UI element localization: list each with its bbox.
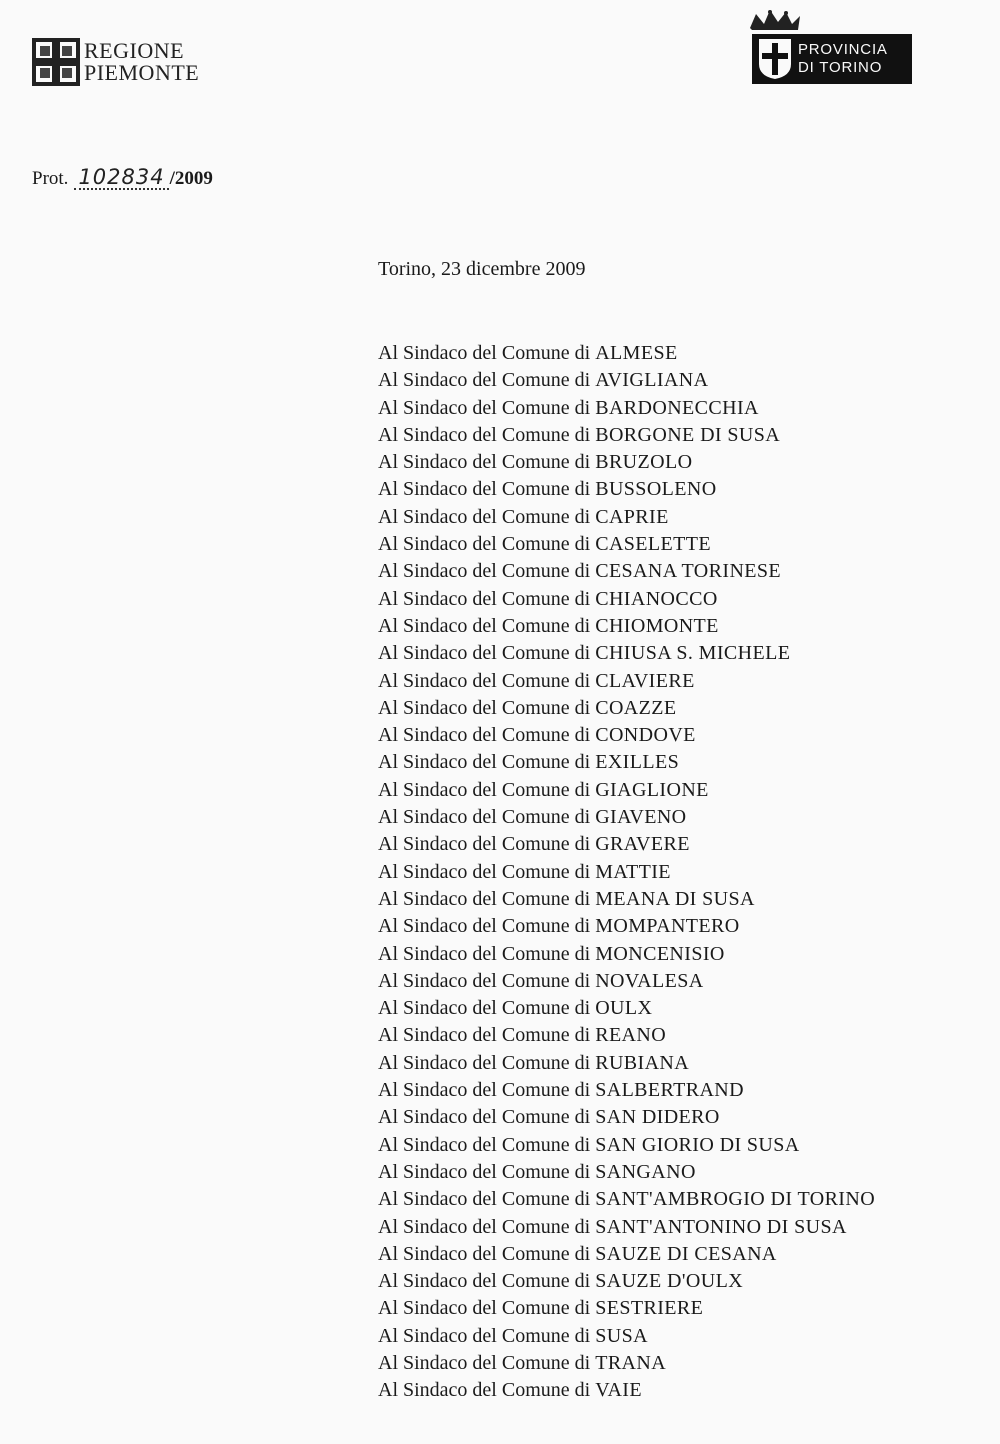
recipient-item bbox=[378, 668, 875, 695]
recipient-comune: CAPRIE bbox=[595, 505, 669, 528]
recipient-item bbox=[378, 968, 875, 995]
recipient-prefix: Al Sindaco del Comune di bbox=[378, 505, 591, 528]
recipient-comune: BARDONECCHIA bbox=[595, 396, 759, 419]
recipient-item bbox=[378, 1214, 875, 1241]
regione-piemonte-logo bbox=[32, 38, 199, 86]
recipient-comune: SUSA bbox=[595, 1324, 648, 1347]
recipient-comune: VAIE bbox=[595, 1379, 642, 1402]
recipient-prefix: Al Sindaco del Comune di bbox=[378, 1106, 591, 1129]
recipient-comune: CHIANOCCO bbox=[595, 587, 718, 610]
recipient-prefix: Al Sindaco del Comune di bbox=[378, 887, 591, 910]
recipient-item bbox=[378, 1050, 875, 1077]
recipient-prefix: Al Sindaco del Comune di bbox=[378, 751, 591, 774]
recipient-item bbox=[378, 886, 875, 913]
recipient-comune: SANT'ANTONINO DI SUSA bbox=[595, 1215, 847, 1238]
recipient-comune: BORGONE DI SUSA bbox=[595, 423, 781, 446]
recipient-comune: MEANA DI SUSA bbox=[595, 887, 755, 910]
recipient-prefix: Al Sindaco del Comune di bbox=[378, 396, 591, 419]
recipient-prefix: Al Sindaco del Comune di bbox=[378, 478, 591, 501]
recipient-item bbox=[378, 804, 875, 831]
recipient-comune: GIAVENO bbox=[595, 806, 687, 829]
provincia-logo-text bbox=[798, 41, 888, 77]
recipient-comune: COAZZE bbox=[595, 696, 677, 719]
recipient-comune: SAN DIDERO bbox=[595, 1106, 720, 1129]
recipient-item bbox=[378, 913, 875, 940]
date-line: Torino, 23 dicembre 2009 bbox=[378, 258, 586, 280]
recipient-prefix: Al Sindaco del Comune di bbox=[378, 1215, 591, 1238]
recipient-comune: MATTIE bbox=[595, 860, 671, 883]
recipient-prefix: Al Sindaco del Comune di bbox=[378, 969, 591, 992]
recipient-comune: EXILLES bbox=[595, 751, 680, 774]
provincia-logo-box bbox=[752, 34, 912, 84]
recipient-prefix: Al Sindaco del Comune di bbox=[378, 778, 591, 801]
recipient-comune: SAUZE DI CESANA bbox=[595, 1242, 777, 1265]
recipient-prefix: Al Sindaco del Comune di bbox=[378, 1379, 591, 1402]
recipient-item bbox=[378, 1077, 875, 1104]
recipient-prefix: Al Sindaco del Comune di bbox=[378, 1351, 591, 1374]
recipient-list bbox=[378, 340, 875, 1405]
recipient-item bbox=[378, 586, 875, 613]
recipient-prefix: Al Sindaco del Comune di bbox=[378, 860, 591, 883]
recipient-item bbox=[378, 777, 875, 804]
recipient-item bbox=[378, 1132, 875, 1159]
recipient-prefix: Al Sindaco del Comune di bbox=[378, 1297, 591, 1320]
recipient-comune: CASELETTE bbox=[595, 533, 712, 556]
recipient-prefix: Al Sindaco del Comune di bbox=[378, 806, 591, 829]
recipient-comune: SANT'AMBROGIO DI TORINO bbox=[595, 1188, 876, 1211]
recipient-item bbox=[378, 1295, 875, 1322]
recipient-prefix: Al Sindaco del Comune di bbox=[378, 1133, 591, 1156]
recipient-item bbox=[378, 1159, 875, 1186]
recipient-prefix: Al Sindaco del Comune di bbox=[378, 423, 591, 446]
recipient-prefix: Al Sindaco del Comune di bbox=[378, 669, 591, 692]
recipient-item bbox=[378, 859, 875, 886]
recipient-item bbox=[378, 1323, 875, 1350]
recipient-comune: CHIUSA S. MICHELE bbox=[595, 642, 791, 665]
regione-logo-text bbox=[84, 40, 199, 84]
recipient-comune: RUBIANA bbox=[595, 1051, 690, 1074]
recipient-prefix: Al Sindaco del Comune di bbox=[378, 614, 591, 637]
recipient-item bbox=[378, 476, 875, 503]
recipient-comune: SANGANO bbox=[595, 1160, 696, 1183]
recipient-comune: GIAGLIONE bbox=[595, 778, 709, 801]
recipient-item bbox=[378, 1104, 875, 1131]
recipient-item bbox=[378, 613, 875, 640]
recipient-comune: BUSSOLENO bbox=[595, 478, 717, 501]
recipient-prefix: Al Sindaco del Comune di bbox=[378, 587, 591, 610]
recipient-comune: NOVALESA bbox=[595, 969, 704, 992]
regione-piemonte-emblem-icon bbox=[32, 38, 80, 86]
recipient-comune: GRAVERE bbox=[595, 833, 690, 856]
recipient-comune: MOMPANTERO bbox=[595, 915, 740, 938]
regione-logo-line2: PIEMONTE bbox=[84, 60, 200, 85]
provincia-torino-shield-icon bbox=[758, 38, 792, 80]
recipient-prefix: Al Sindaco del Comune di bbox=[378, 1242, 591, 1265]
recipient-prefix: Al Sindaco del Comune di bbox=[378, 942, 591, 965]
protocol-line bbox=[32, 166, 213, 190]
protocol-label: Prot. bbox=[32, 168, 69, 189]
recipient-prefix: Al Sindaco del Comune di bbox=[378, 1188, 591, 1211]
recipient-prefix: Al Sindaco del Comune di bbox=[378, 1024, 591, 1047]
recipient-comune: AVIGLIANA bbox=[595, 369, 709, 392]
provincia-logo-line2: DI TORINO bbox=[798, 59, 883, 76]
recipient-item bbox=[378, 831, 875, 858]
recipient-comune: SAN GIORIO DI SUSA bbox=[595, 1133, 800, 1156]
recipient-prefix: Al Sindaco del Comune di bbox=[378, 533, 591, 556]
recipient-prefix: Al Sindaco del Comune di bbox=[378, 1079, 591, 1102]
recipient-item bbox=[378, 722, 875, 749]
recipient-item bbox=[378, 395, 875, 422]
provincia-logo-line1: PROVINCIA bbox=[798, 41, 888, 58]
recipient-item bbox=[378, 1268, 875, 1295]
recipient-item bbox=[378, 1350, 875, 1377]
recipient-prefix: Al Sindaco del Comune di bbox=[378, 997, 591, 1020]
recipient-item bbox=[378, 531, 875, 558]
recipient-item bbox=[378, 1377, 875, 1404]
recipient-prefix: Al Sindaco del Comune di bbox=[378, 451, 591, 474]
recipient-prefix: Al Sindaco del Comune di bbox=[378, 915, 591, 938]
recipient-comune: CESANA TORINESE bbox=[595, 560, 782, 583]
recipient-item bbox=[378, 504, 875, 531]
recipient-comune: MONCENISIO bbox=[595, 942, 725, 965]
recipient-item bbox=[378, 340, 875, 367]
recipient-comune: BRUZOLO bbox=[595, 451, 693, 474]
recipient-item bbox=[378, 1186, 875, 1213]
recipient-prefix: Al Sindaco del Comune di bbox=[378, 642, 591, 665]
recipient-prefix: Al Sindaco del Comune di bbox=[378, 1324, 591, 1347]
crown-icon bbox=[748, 8, 802, 32]
regione-logo-line1: REGIONE bbox=[84, 38, 185, 63]
recipient-item bbox=[378, 449, 875, 476]
recipient-comune: OULX bbox=[595, 997, 653, 1020]
recipient-comune: CLAVIERE bbox=[595, 669, 695, 692]
recipient-item bbox=[378, 367, 875, 394]
recipient-prefix: Al Sindaco del Comune di bbox=[378, 369, 591, 392]
provincia-torino-logo bbox=[748, 8, 918, 80]
recipient-prefix: Al Sindaco del Comune di bbox=[378, 342, 591, 364]
recipient-prefix: Al Sindaco del Comune di bbox=[378, 724, 591, 747]
recipient-comune: ALMESE bbox=[595, 342, 678, 364]
recipient-comune: CONDOVE bbox=[595, 724, 696, 747]
recipient-comune: TRANA bbox=[595, 1351, 667, 1374]
recipient-item bbox=[378, 749, 875, 776]
recipient-item bbox=[378, 640, 875, 667]
protocol-year: /2009 bbox=[169, 168, 213, 189]
recipient-item bbox=[378, 558, 875, 585]
recipient-item bbox=[378, 695, 875, 722]
recipient-prefix: Al Sindaco del Comune di bbox=[378, 1051, 591, 1074]
recipient-comune: SAUZE D'OULX bbox=[595, 1270, 744, 1293]
recipient-prefix: Al Sindaco del Comune di bbox=[378, 560, 591, 583]
recipient-comune: CHIOMONTE bbox=[595, 614, 719, 637]
recipient-prefix: Al Sindaco del Comune di bbox=[378, 696, 591, 719]
protocol-number-handwritten: 102834 bbox=[74, 166, 168, 190]
recipient-prefix: Al Sindaco del Comune di bbox=[378, 1160, 591, 1183]
recipient-item bbox=[378, 941, 875, 968]
recipient-comune: SESTRIERE bbox=[595, 1297, 704, 1320]
recipient-item bbox=[378, 1241, 875, 1268]
recipient-prefix: Al Sindaco del Comune di bbox=[378, 1270, 591, 1293]
recipient-comune: REANO bbox=[595, 1024, 667, 1047]
recipient-item bbox=[378, 995, 875, 1022]
recipient-comune: SALBERTRAND bbox=[595, 1079, 744, 1102]
recipient-item bbox=[378, 422, 875, 449]
recipient-prefix: Al Sindaco del Comune di bbox=[378, 833, 591, 856]
recipient-item bbox=[378, 1022, 875, 1049]
